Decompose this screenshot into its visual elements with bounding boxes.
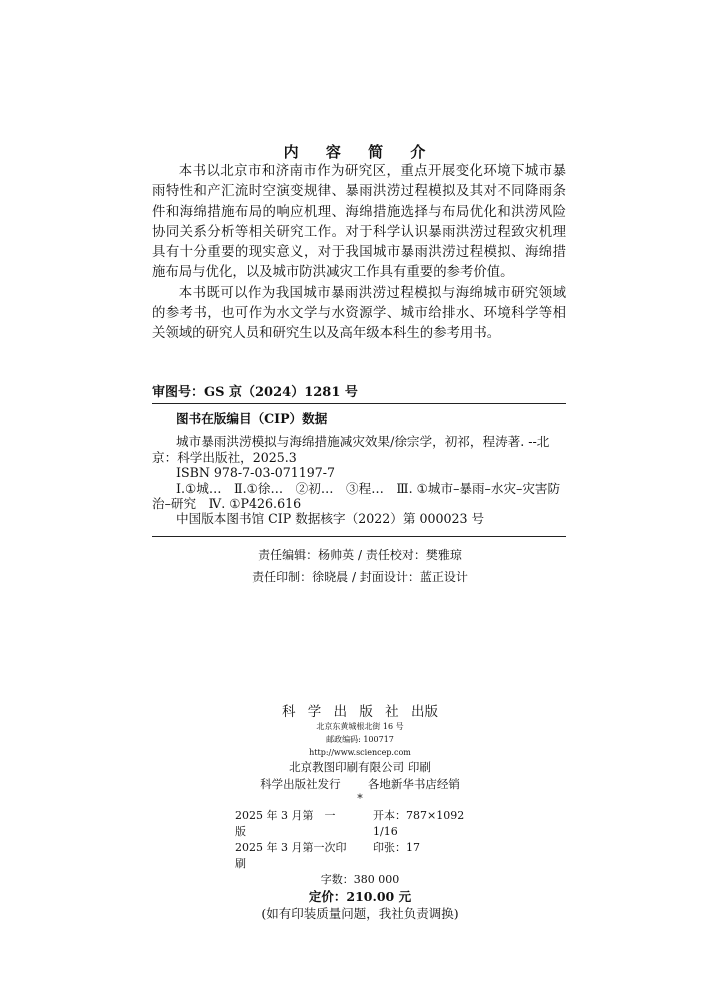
sheets: 印张：17	[373, 841, 420, 854]
cip-isbn: ISBN 978-7-03-071197-7	[176, 465, 336, 481]
word-count: 字数：380 000	[320, 873, 400, 886]
divider-bottom	[152, 536, 566, 537]
divider-top	[152, 403, 566, 404]
intro-text	[152, 162, 566, 345]
cip-classification: Ⅰ.①城… Ⅱ.①徐… ②初… ③程… Ⅲ. ①城市–暴雨–水灾–灾害防	[176, 480, 561, 496]
specs-block	[0, 808, 720, 888]
cip-classification-cont: 治–研究 Ⅳ. ①P426.616	[152, 496, 302, 512]
publisher-suffix: 出版	[410, 704, 438, 720]
price: 定价：210.00 元	[308, 889, 412, 904]
separator-star: *	[357, 792, 363, 805]
publisher-url: http://www.sciencep.com	[309, 748, 411, 757]
distributor: 各地新华书店经销	[367, 777, 460, 791]
publisher-name-line	[0, 700, 720, 720]
printer: 北京教图印刷有限公司 印刷	[289, 760, 431, 774]
edition: 2025 年 3 月第 一 版	[235, 809, 347, 838]
cip-record-number: 中国版本图书馆 CIP 数据核字（2022）第 000023 号	[176, 511, 485, 527]
section-title: 内 容 简 介	[283, 143, 437, 161]
imprint-block	[0, 700, 720, 922]
editor-credits	[0, 544, 720, 588]
issuer: 科学出版社发行	[260, 777, 341, 791]
editor-line-2: 责任印制：徐晓晨 / 封面设计：蓝正设计	[252, 570, 468, 584]
cip-title-line: 城市暴雨洪涝模拟与海绵措施减灾效果/徐宗学，初祁，程涛著. --北	[176, 434, 550, 450]
publisher-address: 北京东黄城根北街 16 号	[316, 722, 404, 731]
publisher-postcode: 邮政编码: 100717	[326, 735, 394, 744]
quality-note: (如有印装质量问题，我社负责调换)	[261, 906, 459, 921]
publisher-name: 科 学 出 版 社	[282, 704, 403, 720]
distribution-line	[0, 776, 720, 793]
format: 开本：787×1092 1/16	[373, 809, 465, 838]
cip-title-line-cont: 京：科学出版社，2025.3	[152, 449, 297, 465]
cip-heading: 图书在版编目（CIP）数据	[176, 411, 328, 426]
editor-line-1: 责任编辑：杨帅英 / 责任校对：樊雅琼	[258, 548, 462, 562]
cip-block	[152, 411, 566, 527]
map-review-number: 审图号：GS 京（2024）1281 号	[152, 385, 358, 400]
intro-paragraph-2: 本书既可以作为我国城市暴雨洪涝过程模拟与海绵城市研究领域的参考书，也可作为水文学与水资源学、城市给排水、环境科学等相关领域的研究人员和研究生以及高年级本科生的参考用书。	[152, 285, 566, 342]
printing: 2025 年 3 月第一次印刷	[235, 841, 347, 870]
intro-paragraph-1: 本书以北京市和济南市作为研究区，重点开展变化环境下城市暴雨特性和产汇流时空演变规律、暴雨洪涝过程模拟及其对不同降雨条件和海绵措施布局的响应机理、海绵措施选择与布局优化和洪涝风险协同关系分析等相关研究工作。对于科学认识暴雨洪涝过程致灾机理具有十分重要的现实意义，对于我国城市暴雨洪涝过程模拟、海绵措施布局与优化，以及城市防洪减灾工作具有重要的参考价值。	[152, 164, 566, 281]
